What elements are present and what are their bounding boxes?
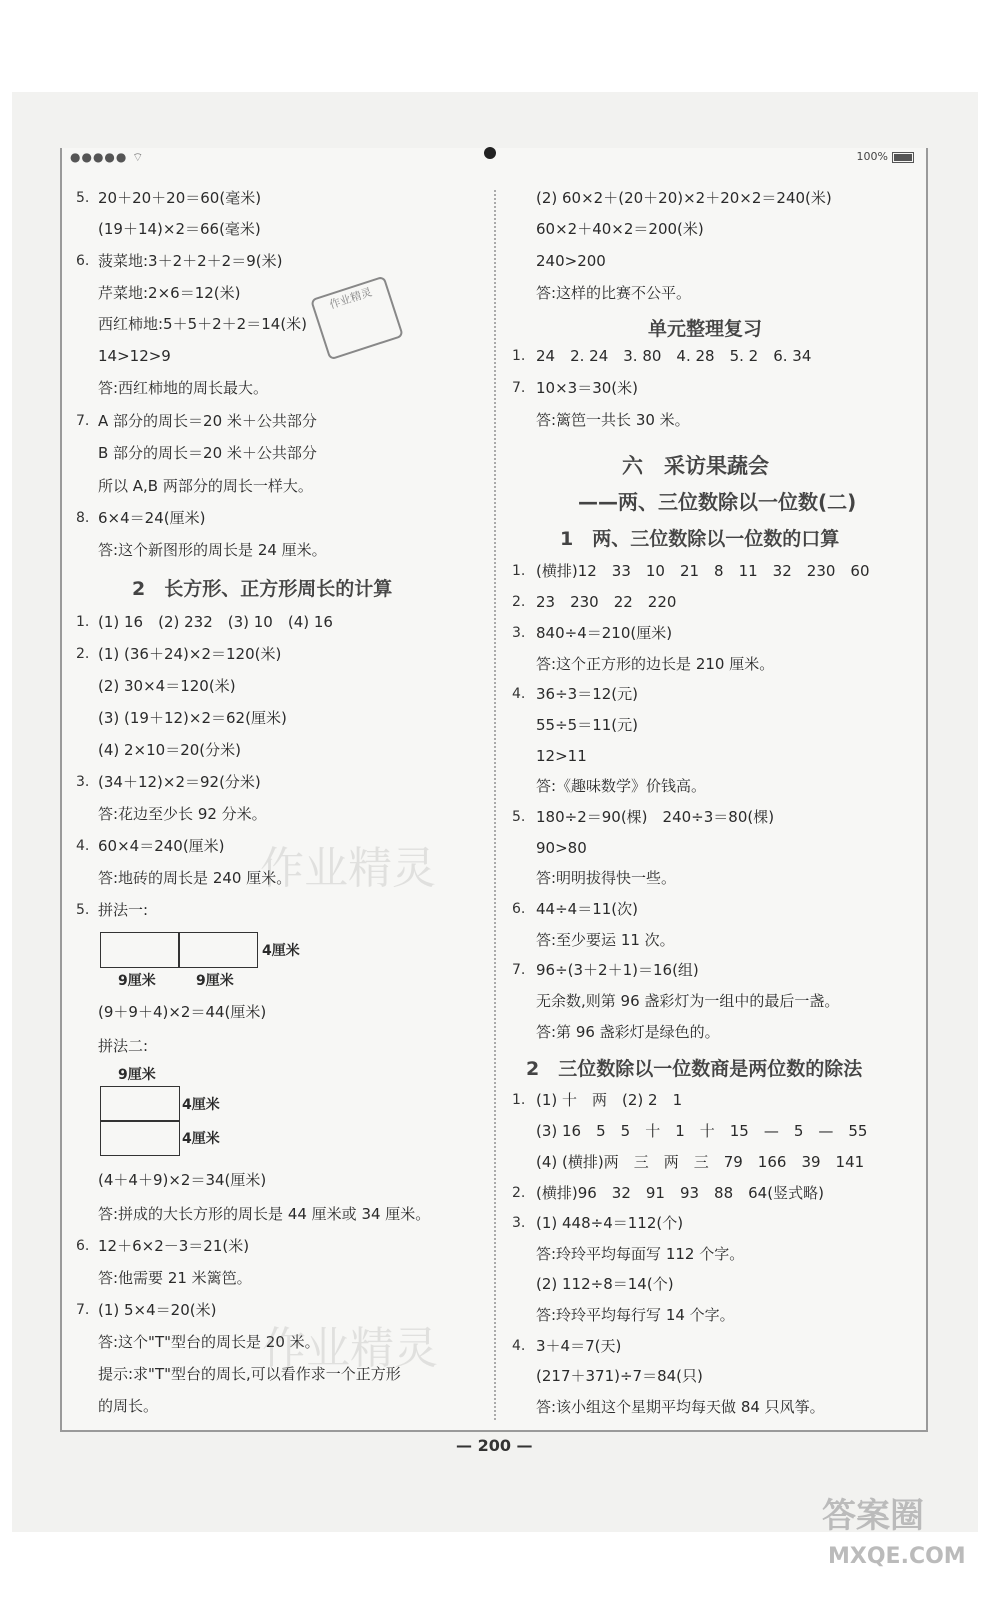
answer-line: (2) 112÷8＝14(个) (536, 1275, 674, 1293)
answer-line: 96÷(3＋2＋1)＝16(组) (536, 961, 699, 979)
question-number: 2. (512, 1185, 526, 1201)
answer-line: 答:该小组这个星期平均每天做 84 只风筝。 (536, 1398, 825, 1416)
answer-line: 答:明明拔得快一些。 (536, 869, 677, 887)
answer-line: 答:拼成的大长方形的周长是 44 厘米或 34 厘米。 (98, 1205, 431, 1223)
answer-line: 答:这个新图形的周长是 24 厘米。 (98, 541, 327, 559)
answer-line: (1) 5×4＝20(米) (98, 1301, 217, 1319)
answer-line: 提示:求"T"型台的周长,可以看作求一个正方形 (98, 1365, 401, 1383)
question-number: 7. (76, 413, 90, 429)
answer-line: (1) (36＋24)×2＝120(米) (98, 645, 282, 663)
question-number: 1. (512, 563, 526, 579)
answer-line: 90>80 (536, 839, 587, 857)
answer-line: (19＋14)×2＝66(毫米) (98, 220, 261, 238)
answer-line: 答:《趣味数学》价钱高。 (536, 777, 707, 795)
chapter-title: 六 采访果蔬会 (622, 454, 769, 478)
answer-line: 的周长。 (98, 1397, 159, 1415)
section-heading: 2 长方形、正方形周长的计算 (132, 578, 393, 600)
battery-level: 100% (856, 150, 888, 163)
answer-line: 答:这个"T"型台的周长是 20 米。 (98, 1333, 320, 1351)
answer-line: (1) 448÷4＝112(个) (536, 1214, 684, 1232)
dimension-label: 9厘米 (196, 973, 234, 989)
question-number: 2. (512, 594, 526, 610)
answer-line: 12>11 (536, 747, 587, 765)
answer-line: 55÷5＝11(元) (536, 716, 638, 734)
answer-line: (217＋371)÷7＝84(只) (536, 1367, 703, 1385)
battery-icon (892, 152, 914, 163)
chapter-subtitle: ——两、三位数除以一位数(二) (578, 490, 857, 514)
rectangle-diagram (178, 932, 258, 968)
answer-line: (4) (横排)两 三 两 三 79 166 39 141 (536, 1153, 865, 1171)
dimension-label: 4厘米 (182, 1097, 220, 1113)
answer-line: (4＋4＋9)×2＝34(厘米) (98, 1171, 267, 1189)
answer-line: 20＋20＋20＝60(毫米) (98, 189, 262, 207)
question-number: 4. (512, 1338, 526, 1354)
answer-line: (3) 16 5 5 十 1 十 15 — 5 — 55 (536, 1122, 868, 1140)
watermark: 作业精灵 (262, 1323, 438, 1374)
question-number: 7. (512, 962, 526, 978)
dimension-label: 4厘米 (182, 1131, 220, 1147)
answer-line: 答:他需要 21 米篱笆。 (98, 1269, 252, 1287)
answer-line: 840÷4＝210(厘米) (536, 624, 673, 642)
answer-line: (1) 十 两 (2) 2 1 (536, 1091, 683, 1109)
question-number: 7. (76, 1302, 90, 1318)
answer-line: (横排)96 32 91 93 88 64(竖式略) (536, 1184, 824, 1202)
answer-line: 24 2. 24 3. 80 4. 28 5. 2 6. 34 (536, 347, 812, 365)
answer-line: (34＋12)×2＝92(分米) (98, 773, 261, 791)
question-number: 3. (76, 774, 90, 790)
question-number: 5. (76, 190, 90, 206)
answer-line: 12＋6×2－3＝21(米) (98, 1237, 250, 1255)
page-number: — 200 — (456, 1436, 533, 1455)
question-number: 1. (512, 1092, 526, 1108)
answer-line: 答:玲玲平均每行写 14 个字。 (536, 1306, 735, 1324)
answer-line: 60×2＋40×2＝200(米) (536, 220, 704, 238)
answer-line: (2) 60×2＋(20＋20)×2＋20×2＝240(米) (536, 189, 832, 207)
question-number: 3. (512, 1215, 526, 1231)
answer-line: 23 230 22 220 (536, 593, 677, 611)
answer-line: 无余数,则第 96 盏彩灯为一组中的最后一盏。 (536, 992, 840, 1010)
answer-line: B 部分的周长＝20 米＋公共部分 (98, 444, 317, 462)
answer-line: A 部分的周长＝20 米＋公共部分 (98, 412, 317, 430)
answer-line: 答:花边至少长 92 分米。 (98, 805, 267, 823)
stamp-text: 作业精灵 (327, 285, 374, 312)
answer-line: 3＋4＝7(天) (536, 1337, 622, 1355)
answer-line: 答:第 96 盏彩灯是绿色的。 (536, 1023, 720, 1041)
answer-line: 180÷2＝90(棵) 240÷3＝80(棵) (536, 808, 775, 826)
section-heading: 单元整理复习 (648, 318, 763, 340)
column-divider (494, 190, 496, 1420)
answer-line: 44÷4＝11(次) (536, 900, 638, 918)
answer-line: (9＋9＋4)×2＝44(厘米) (98, 1003, 267, 1021)
answer-line: 6×4＝24(厘米) (98, 509, 206, 527)
dimension-label: 9厘米 (118, 973, 156, 989)
signal-icon: ●●●●● ⌔ (70, 150, 145, 164)
question-number: 2. (76, 646, 90, 662)
answer-line: (1) 16 (2) 232 (3) 10 (4) 16 (98, 613, 333, 631)
answer-line: 拼法二: (98, 1037, 149, 1055)
answer-line: 答:这样的比赛不公平。 (536, 284, 692, 302)
rectangle-diagram (100, 932, 180, 968)
answer-line: (3) (19＋12)×2＝62(厘米) (98, 709, 287, 727)
question-number: 3. (512, 625, 526, 641)
watermark: 作业精灵 (260, 843, 436, 894)
answer-line: 菠菜地:3＋2＋2＋2＝9(米) (98, 252, 283, 270)
camera-icon (484, 147, 496, 159)
answer-line: 答:篱笆一共长 30 米。 (536, 411, 690, 429)
rectangle-diagram (100, 1086, 180, 1122)
answer-line: 答:至少要运 11 次。 (536, 931, 675, 949)
answer-line: (2) 30×4＝120(米) (98, 677, 236, 695)
dimension-label: 4厘米 (262, 943, 300, 959)
answer-line: 60×4＝240(厘米) (98, 837, 225, 855)
question-number: 1. (76, 614, 90, 630)
answer-line: 10×3＝30(米) (536, 379, 638, 397)
question-number: 6. (512, 901, 526, 917)
answer-line: 答:地砖的周长是 240 厘米。 (98, 869, 292, 887)
answer-line: (横排)12 33 10 21 8 11 32 230 60 (536, 562, 870, 580)
section-heading: 2 三位数除以一位数商是两位数的除法 (526, 1058, 863, 1080)
question-number: 5. (512, 809, 526, 825)
answer-line: 拼法一: (98, 901, 149, 919)
question-number: 5. (76, 902, 90, 918)
battery-indicator (857, 150, 914, 163)
answer-line: 答:西红柿地的周长最大。 (98, 379, 269, 397)
dimension-label: 9厘米 (118, 1067, 156, 1083)
answer-line: 所以 A,B 两部分的周长一样大。 (98, 477, 313, 495)
question-number: 6. (76, 1238, 90, 1254)
section-heading: 1 两、三位数除以一位数的口算 (560, 528, 840, 550)
answer-line: 36÷3＝12(元) (536, 685, 638, 703)
answer-line: (4) 2×10＝20(分米) (98, 741, 242, 759)
question-number: 4. (76, 838, 90, 854)
rectangle-diagram (100, 1120, 180, 1156)
question-number: 7. (512, 380, 526, 396)
question-number: 4. (512, 686, 526, 702)
answer-line: 240>200 (536, 252, 606, 270)
answer-line: 西红柿地:5＋5＋2＋2＝14(米) (98, 315, 308, 333)
question-number: 1. (512, 348, 526, 364)
answer-line: 14>12>9 (98, 347, 171, 365)
answer-line: 答:玲玲平均每面写 112 个字。 (536, 1245, 745, 1263)
answer-line: 芹菜地:2×6＝12(米) (98, 284, 241, 302)
site-logo: 答案圈 (822, 1496, 924, 1536)
answer-line: 答:这个正方形的边长是 210 厘米。 (536, 655, 775, 673)
question-number: 8. (76, 510, 90, 526)
site-logo-url: MXQE.COM (828, 1544, 966, 1569)
question-number: 6. (76, 253, 90, 269)
